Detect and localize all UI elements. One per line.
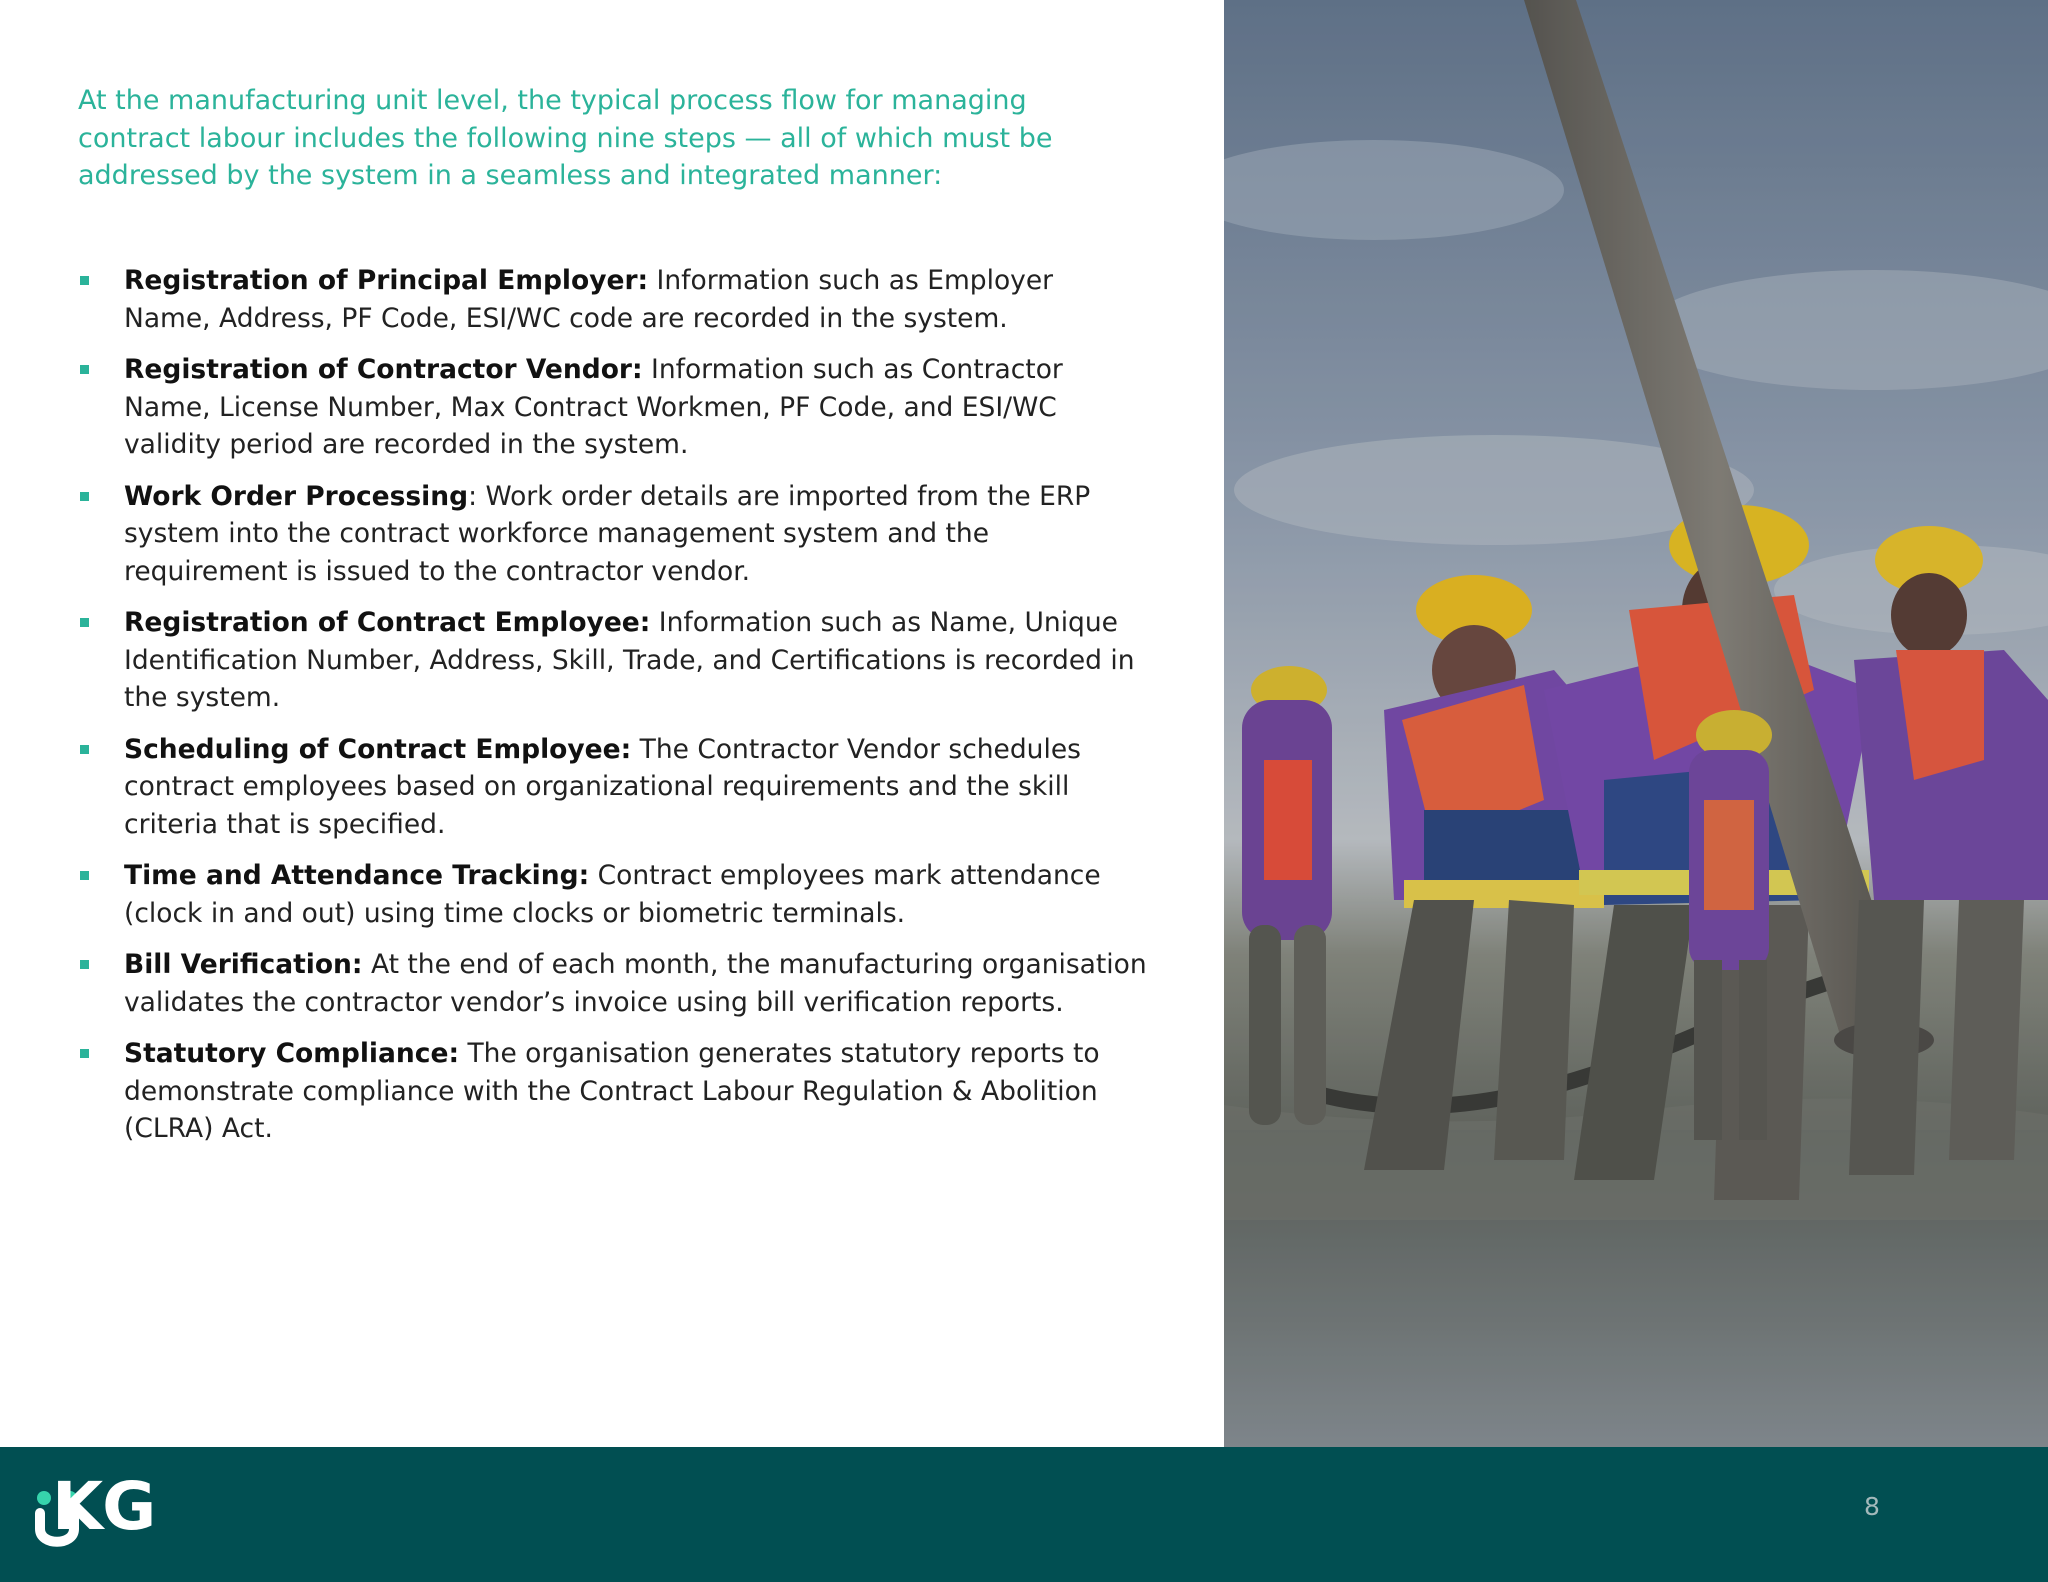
process-step (78, 262, 1148, 337)
step-title: Registration of Contract Employee: (124, 607, 651, 638)
square-bullet-icon (80, 871, 89, 880)
intro-text: At the manufacturing unit level, the typical process flow for managing contract labour includes the following nine steps — all of which must be addressed by the system in a seamless and integrated manner: (78, 85, 1053, 191)
step-title: Work Order Processing (124, 480, 469, 512)
step-description: The Contractor Vendor schedules contract employees based on organizational requirements and the skill criteria that is specified. (124, 733, 1081, 840)
step-title: Scheduling of Contract Employee: (124, 733, 632, 765)
ukg-logo-text: KG (52, 1468, 156, 1545)
construction-workers-illustration (1224, 0, 2048, 1447)
step-description: Contract employees mark attendance (clock in and out) using time clocks or biometric terminals. (124, 860, 1101, 929)
step-title: Registration of Contractor Vendor: (124, 354, 643, 385)
square-bullet-icon (80, 960, 89, 969)
square-bullet-icon (80, 618, 89, 627)
process-step (78, 731, 1148, 844)
step-title: Bill Verification: (124, 949, 363, 980)
step-description: Information such as Name, Unique Identification Number, Address, Skill, Trade, and Certifications is recorded in the system. (124, 607, 1135, 713)
step-description: The organisation generates statutory reports to demonstrate compliance with the Contract Labour Regulation & Abolition (CLRA) Act. (124, 1038, 1100, 1144)
square-bullet-icon (80, 276, 89, 285)
page-number: 8 (1864, 1492, 1880, 1521)
process-step (78, 857, 1148, 932)
process-step (78, 604, 1148, 717)
step-description: : Work order details are imported from the ERP system into the contract workforce management system and the requirement is issued to the contractor vendor. (124, 480, 1091, 587)
step-description: Information such as Employer Name, Address, PF Code, ESI/WC code are recorded in the system. (124, 265, 1054, 334)
square-bullet-icon (80, 1049, 89, 1058)
process-step (78, 946, 1148, 1021)
square-bullet-icon (80, 745, 89, 754)
process-step (78, 478, 1148, 591)
step-title: Statutory Compliance: (124, 1038, 460, 1069)
footer-bar (0, 1447, 2048, 1582)
step-description: At the end of each month, the manufacturing organisation validates the contractor vendor’s invoice using bill verification reports. (124, 949, 1147, 1018)
step-title: Time and Attendance Tracking: (124, 860, 590, 891)
process-step (78, 1035, 1148, 1148)
square-bullet-icon (80, 492, 89, 501)
construction-workers-photo (1224, 0, 2048, 1447)
step-title: Registration of Principal Employer: (124, 265, 649, 296)
process-step (78, 351, 1148, 464)
process-steps-list (78, 262, 1148, 1162)
step-description: Information such as Contractor Name, License Number, Max Contract Workmen, PF Code, and ESI/WC validity period are recorded in the system. (124, 354, 1063, 460)
square-bullet-icon (80, 365, 89, 374)
